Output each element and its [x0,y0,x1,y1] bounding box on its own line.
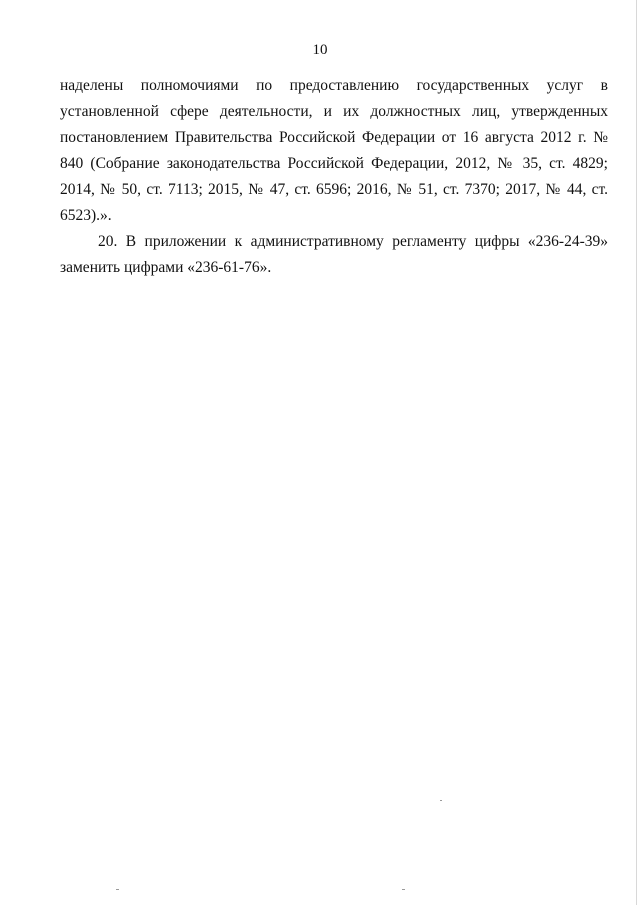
page-edge [636,0,637,905]
scan-speck [116,889,119,890]
paragraph-continuation: наделены полномочиями по предоставлению государственных услуг в установленной сфере деятельности, и их должностных лиц, утвержденных постановлением Правительства Российской Федерации от 16 августа 2012 г. № 840 (Собрание законодательства Российской Федерации, 2012, № 35, ст. 4829; 2014, № 50, ст. 7113; 2015, № 47, ст. 6596; 2016, № 51, ст. 7370; 2017, № 44, ст. 6523).». [60,77,608,224]
paragraph-item-20: 20. В приложении к административному регламенту цифры «236-24-39» заменить цифрами «236-61-76». [60,233,608,276]
scan-speck [440,800,442,801]
page-number: 10 [312,42,328,58]
scan-speck [402,889,405,890]
document-body [60,73,608,281]
